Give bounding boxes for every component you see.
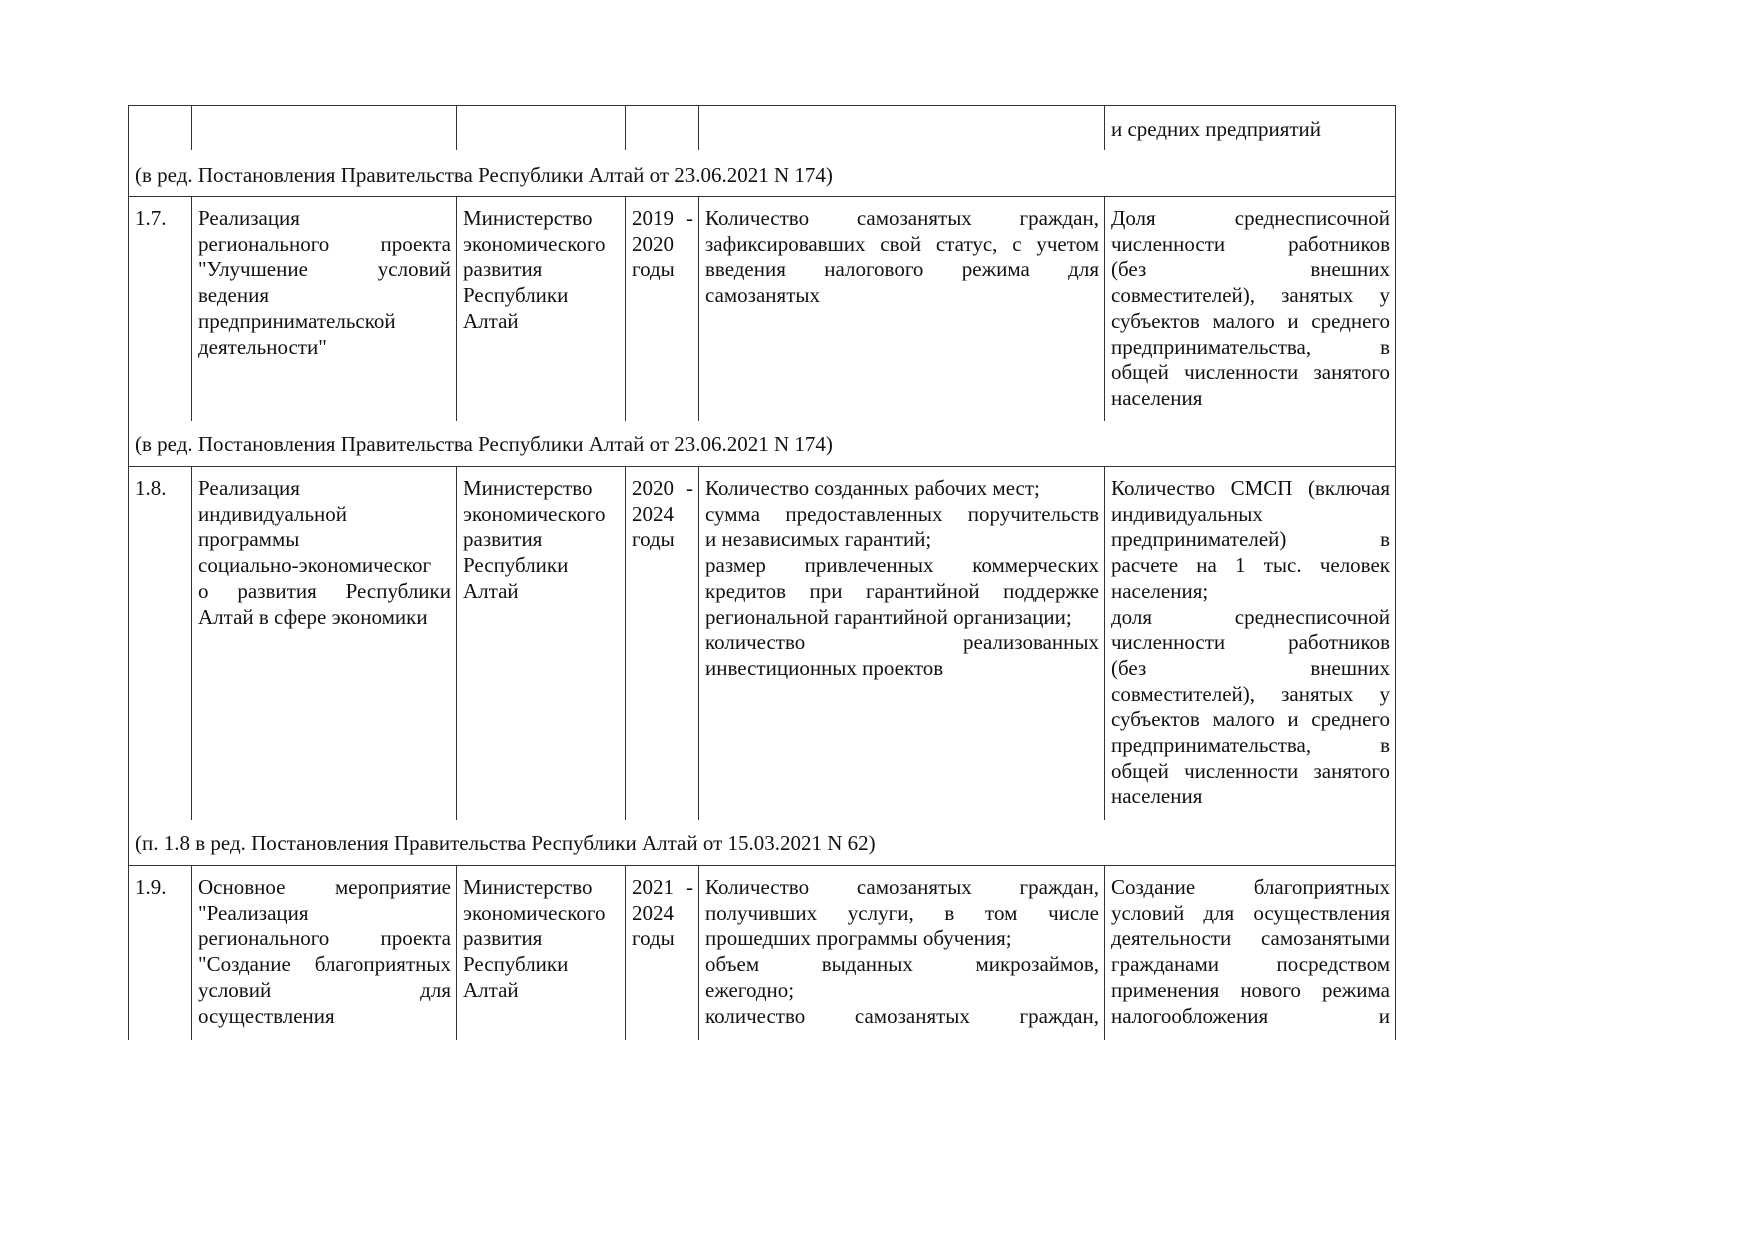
cell-line: регионального проекта [198,926,451,951]
table-cell [632,875,693,952]
cell-line: 2021 - [632,875,693,899]
cell-line: Министерство [463,206,593,230]
cell-line: гражданами посредством [1111,952,1390,977]
cell-line: Алтай [463,578,519,603]
cell-line: применения нового режима [1111,977,1390,1002]
cell-line: Основное мероприятие [198,875,451,899]
cell-line: Количество созданных рабочих мест; [705,476,1040,500]
cell-line: региональной гарантийной организации; [705,604,1072,629]
cell-line: налогообложения и [1111,1003,1390,1028]
cell-line: экономического [463,231,606,256]
amendment-note: (п. 1.8 в ред. Постановления Правительства Республики Алтай от 15.03.2021 N 62) [135,831,876,855]
column-divider [456,196,457,421]
column-divider [625,466,626,820]
cell-line: Министерство [463,476,593,500]
cell-line: годы [632,257,675,282]
cell-line: о развития Республики [198,578,451,603]
table-cell [1111,117,1390,143]
cell-line: развития [463,257,543,282]
cell-line: Количество самозанятых граждан, [705,206,1099,230]
cell-line: предпринимательской [198,308,396,333]
cell-line: прошедших программы обучения; [705,926,1012,951]
cell-line: предпринимателей) в [1111,527,1390,552]
cell-line: осуществления [198,1003,335,1028]
column-divider [625,105,626,150]
cell-line: количество реализованных [705,630,1099,655]
cell-line: Алтай [463,977,519,1002]
table-cell [632,476,693,553]
table-cell [135,476,186,502]
cell-line: численности работников [1111,630,1390,655]
cell-line: экономического [463,900,606,925]
cell-line: количество самозанятых граждан, [705,1003,1099,1028]
table-cell [1111,476,1390,810]
table-cell [198,476,451,630]
cell-line: Реализация [198,206,300,230]
cell-line: расчете на 1 тыс. человек [1111,553,1390,578]
table-cell [463,875,620,1004]
column-divider [456,466,457,820]
table-cell [198,875,451,1029]
cell-line: 2019 - [632,206,693,230]
cell-line: программы [198,527,300,552]
cell-line: регионального проекта [198,231,451,256]
table-cell [463,476,620,605]
column-divider [191,466,192,820]
column-divider [1104,196,1105,421]
table-cell [463,206,620,335]
table-cell [135,875,186,901]
table-cell [705,875,1099,1055]
cell-line: "Создание благоприятных [198,952,451,977]
cell-line: и средних предприятий [1111,117,1322,141]
column-divider [456,865,457,1040]
column-divider [625,196,626,421]
row-separator [128,466,1396,467]
table-cell [135,206,186,232]
table-cell [705,206,1099,309]
cell-line: экономического [463,501,606,526]
cell-line: Республики [463,553,569,578]
cell-line: населения [1111,385,1203,410]
table-cell [632,206,693,283]
table-cell [1111,206,1390,412]
cell-line: кредитов при гарантийной поддержке [705,578,1099,603]
cell-line: доля среднесписочной [1111,604,1390,629]
table-cell [705,476,1099,682]
cell-line: Министерство [463,875,593,899]
cell-line: субъектов малого и среднего [1111,707,1390,732]
cell-line: развития [463,926,543,951]
cell-line: самозанятых [705,283,820,308]
cell-line: развития [463,527,543,552]
cell-line: Создание благоприятных [1111,875,1390,899]
cell-line: предпринимательства, в [1111,733,1390,758]
cell-line: предпринимательства, в [1111,334,1390,359]
cell-line: сумма предоставленных поручительств [705,501,1099,526]
cell-line: населения; [1111,578,1209,603]
cell-line: зафиксировавших свой статус, с учетом [705,231,1099,256]
cell-line: (без внешних [1111,655,1390,680]
cell-line: "Реализация [198,900,309,925]
cell-line: Количество СМСП (включая [1111,476,1390,500]
table-cell [1111,875,1390,1055]
column-divider [191,196,192,421]
cell-line: общей численности занятого [1111,360,1390,385]
cell-line: Реализация [198,476,300,500]
cell-line: совместителей), занятых у [1111,283,1390,308]
column-divider [698,196,699,421]
column-divider [1104,865,1105,1040]
cell-line: ведения [198,283,269,308]
cell-line: 2020 [632,231,674,256]
cell-line: общей численности занятого [1111,758,1390,783]
cell-line: индивидуальных [1111,501,1263,526]
column-divider [698,865,699,1040]
cell-line: совместителей), занятых у [1111,681,1390,706]
table-right-border [1395,105,1396,1040]
cell-line: и независимых гарантий; [705,527,932,552]
cell-line: населения [1111,784,1203,809]
amendment-note: (в ред. Постановления Правительства Республики Алтай от 23.06.2021 N 174) [135,163,833,187]
cell-line: (без внешних [1111,257,1390,282]
cell-line: 2024 [632,900,674,925]
row-separator [128,865,1396,866]
column-divider [1104,105,1105,150]
cell-line: социально-экономическог [198,553,432,578]
cell-line: получивших услуги, в том числе [705,900,1099,925]
table-top-border [128,105,1396,106]
column-divider [191,105,192,150]
cell-line: инвестиционных проектов [705,655,944,680]
cell-line: Алтай в сфере экономики [198,604,428,629]
cell-line: 2020 - [632,476,693,500]
cell-line: Количество самозанятых граждан, [705,875,1099,899]
cell-line: субъектов малого и среднего [1111,308,1390,333]
cell-line: Доля среднесписочной [1111,206,1390,230]
cell-line: Республики [463,952,569,977]
cell-line: "Улучшение условий [198,257,451,282]
cell-line: индивидуальной [198,501,347,526]
cell-line: ежегодно; [705,977,795,1002]
cell-line: годы [632,527,675,552]
cell-line: деятельности" [198,334,327,359]
cell-line: введения налогового режима для [705,257,1099,282]
cell-line: 2024 [632,501,674,526]
cell-line: 1.7. [135,206,167,230]
cell-line [1111,1029,1390,1055]
column-divider [698,105,699,150]
cell-line: размер привлеченных коммерческих [705,553,1099,578]
cell-line: 1.8. [135,476,167,500]
column-divider [191,865,192,1040]
table-cell [198,206,451,360]
cell-line: годы [632,926,675,951]
column-divider [698,466,699,820]
column-divider [456,105,457,150]
cell-line: численности работников [1111,231,1390,256]
cell-line: Республики [463,283,569,308]
column-divider [625,865,626,1040]
cell-line: Алтай [463,308,519,333]
cell-line: 1.9. [135,875,167,899]
cell-line: объем выданных микрозаймов, [705,952,1099,977]
column-divider [1104,466,1105,820]
cell-line [705,1029,1099,1055]
amendment-note: (в ред. Постановления Правительства Республики Алтай от 23.06.2021 N 174) [135,432,833,456]
table-left-border [128,105,129,1040]
cell-line: деятельности самозанятыми [1111,926,1390,951]
cell-line: условий для [198,977,451,1002]
row-separator [128,196,1396,197]
cell-line: условий для осуществления [1111,900,1390,925]
